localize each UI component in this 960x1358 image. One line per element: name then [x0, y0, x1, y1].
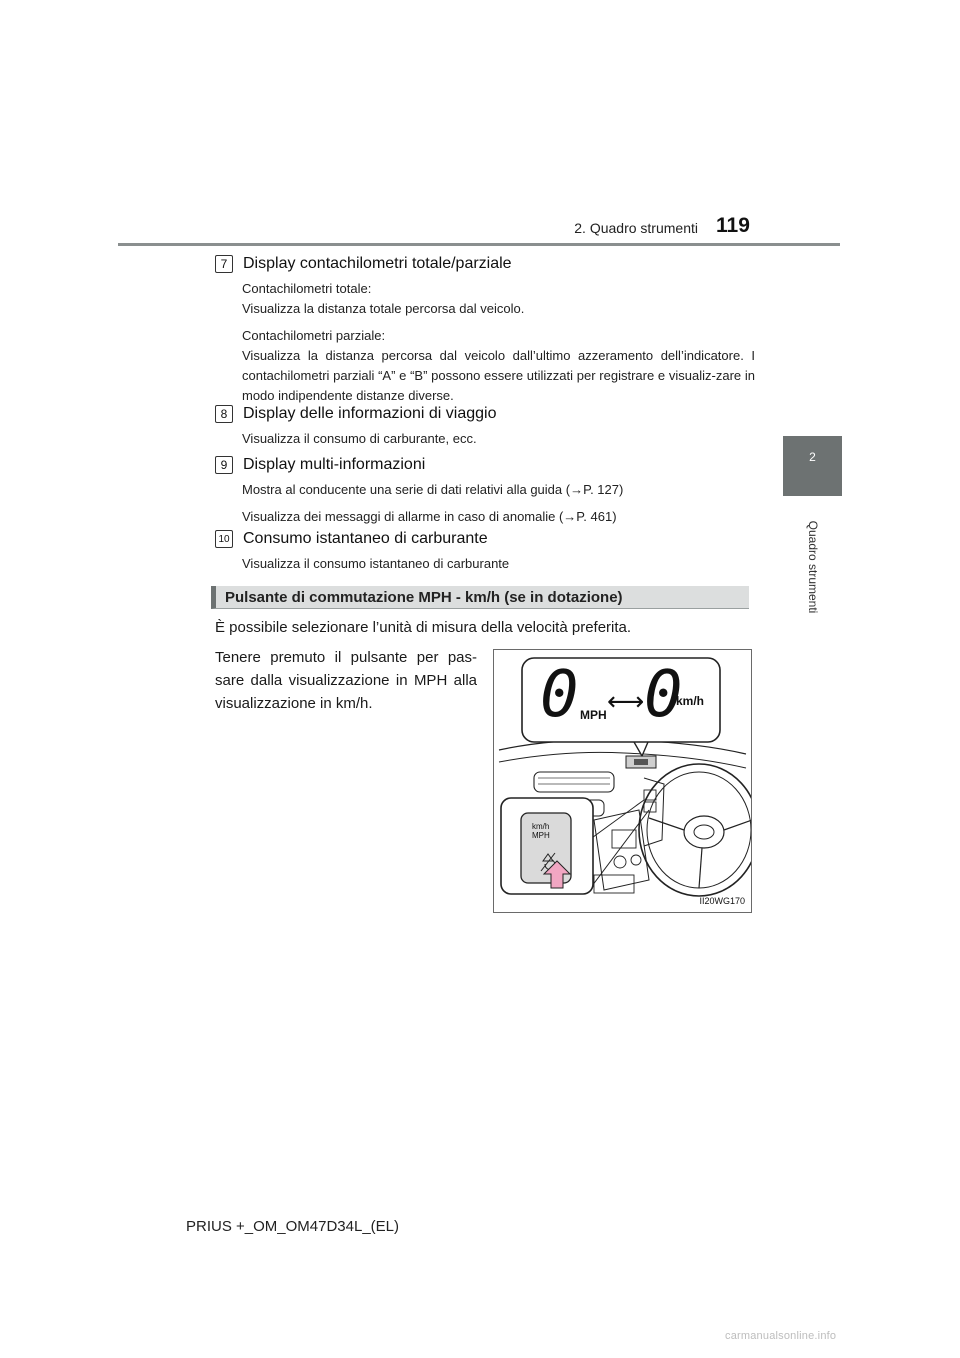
item-number-badge: 7 [215, 255, 233, 273]
item-number-badge: 8 [215, 405, 233, 423]
display-digit-left: 0 [540, 658, 579, 732]
dashboard-illustration [493, 649, 752, 913]
item-number-badge: 10 [215, 530, 233, 548]
section-heading: Pulsante di commutazione MPH - km/h (se in dotazione) [211, 586, 749, 609]
item-title: Display contachilometri totale/parziale [243, 255, 512, 272]
item-description: Visualizza il consumo di carburante, ecc. [242, 431, 477, 446]
item-description: Contachilometri parziale: Visualizza la distanza percorsa dal veicolo dall’ultimo azzeramento dell’indicatore. I contachilometri parziali “A” e “B” possono essere utilizzati per registrare e visualiz-zare in modo indipendente distanze diverse. [242, 328, 755, 403]
display-unit-left: MPH [580, 708, 607, 722]
chapter-number: 2 [809, 450, 816, 464]
section-instruction: Tenere premuto il pulsante per pas-sare dalla visualizzazione in MPH alla visualizzazione in km/h. [215, 649, 477, 712]
item-description: Visualizza il consumo istantaneo di carburante [242, 556, 510, 571]
item-description: Visualizza dei messaggi di allarme in caso di anomalie (→P. 461) [242, 509, 617, 524]
running-header-section: 2. Quadro strumenti [574, 220, 698, 236]
item-title: Display multi-informazioni [243, 456, 426, 473]
item-title: Display delle informazioni di viaggio [243, 405, 497, 422]
button-label-kmh: km/h [532, 822, 550, 831]
item-number-badge: 9 [215, 456, 233, 474]
button-label-mph: MPH [532, 831, 550, 840]
item-description: Mostra al conducente una serie di dati relativi alla guida (→P. 127) [242, 482, 624, 497]
document-id: PRIUS +_OM_OM47D34L_(EL) [186, 1218, 400, 1235]
display-unit-right: km/h [676, 694, 705, 708]
section-intro: È possibile selezionare l’unità di misura della velocità preferita. [215, 619, 632, 636]
chapter-label: Quadro strumenti [806, 520, 820, 614]
display-digit-right: 0 [644, 658, 683, 732]
item-fuel-consumption [215, 530, 755, 574]
item-description: Contachilometri totale: Visualizza la distanza totale percorsa dal veicolo. [242, 281, 525, 316]
item-trip-info [215, 405, 755, 449]
item-title: Consumo istantaneo di carburante [243, 530, 488, 547]
double-arrow-icon: ⟷ [607, 686, 645, 716]
chapter-tab [783, 436, 842, 496]
header-rule [118, 243, 840, 246]
item-odometer [215, 255, 755, 406]
figure-code: II20WG170 [699, 896, 745, 906]
watermark: carmanualsonline.info [725, 1330, 837, 1342]
item-multi-info [215, 456, 755, 527]
page-number: 119 [716, 214, 750, 237]
